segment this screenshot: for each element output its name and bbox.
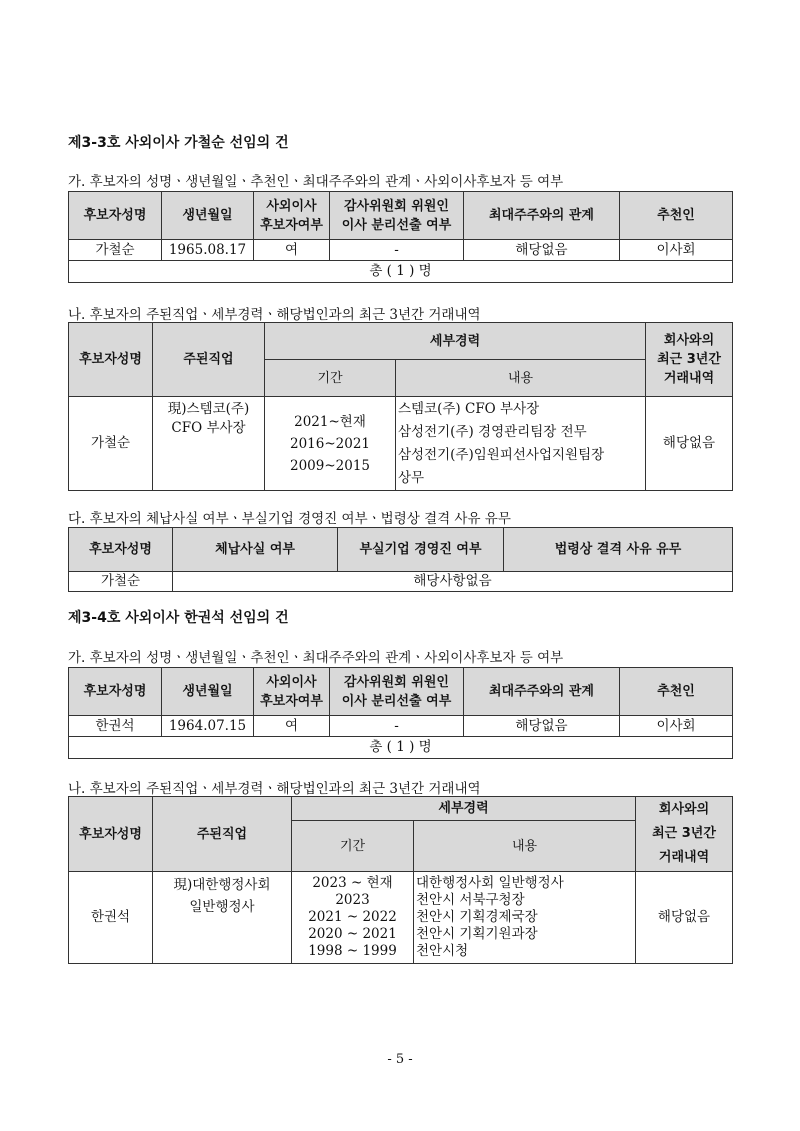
header-trade: 회사와의 최근 3년간 거래내역 <box>636 797 733 872</box>
section1-c-subtitle: 다. 후보자의 체납사실 여부ㆍ부실기업 경영진 여부ㆍ법령상 결격 사유 유무 <box>68 511 511 527</box>
header-trade: 회사와의 최근 3년간 거래내역 <box>646 323 733 397</box>
cell-birth: 1964.07.15 <box>162 716 254 737</box>
header-name: 후보자성명 <box>69 668 162 716</box>
header-job: 주된직업 <box>153 323 265 397</box>
header-name: 후보자성명 <box>69 323 153 397</box>
section1-candidate-table <box>68 191 733 283</box>
cell-name: 가철순 <box>69 572 173 592</box>
section1-b-subtitle: 나. 후보자의 주된직업ㆍ세부경력ㆍ해당법인과의 최근 3년간 거래내역 <box>68 307 481 323</box>
cell-contents: 대한행정사회 일반행정사 천안시 서북구청장 천안시 기획경제국장 천안시 기획기원과장 천안시청 <box>414 872 636 964</box>
section2-title: 제3-4호 사외이사 한권석 선임의 건 <box>68 610 289 626</box>
header-birth: 생년월일 <box>162 192 254 240</box>
cell-name: 가철순 <box>69 397 153 491</box>
table-row <box>69 872 733 964</box>
header-relation: 최대주주와의 관계 <box>464 192 620 240</box>
section2-career-table <box>68 796 733 964</box>
header-content: 내용 <box>414 821 636 872</box>
cell-trade: 해당없음 <box>646 397 733 491</box>
header-disqualification: 법령상 결격 사유 유무 <box>504 528 733 572</box>
table-row <box>69 572 733 592</box>
header-period: 기간 <box>265 360 396 397</box>
header-tax-delinquency: 체납사실 여부 <box>173 528 338 572</box>
section2-a-subtitle: 가. 후보자의 성명ㆍ생년월일ㆍ추천인ㆍ최대주주와의 관계ㆍ사외이사후보자 등 여부 <box>68 650 564 666</box>
cell-periods: 2023 ~ 현재 2023 2021 ~ 2022 2020 ~ 2021 1998 ~ 1999 <box>292 872 414 964</box>
cell-periods: 2021~현재 2016~2021 2009~2015 <box>265 397 396 491</box>
section2-candidate-table <box>68 667 733 759</box>
cell-trade: 해당없음 <box>636 872 733 964</box>
header-job: 주된직업 <box>153 797 292 872</box>
header-audit-committee: 감사위원회 위원인 이사 분리선출 여부 <box>330 668 464 716</box>
header-birth: 생년월일 <box>162 668 254 716</box>
cell-recommender: 이사회 <box>620 240 733 261</box>
header-name: 후보자성명 <box>69 192 162 240</box>
header-relation: 최대주주와의 관계 <box>464 668 620 716</box>
cell-name: 가철순 <box>69 240 162 261</box>
header-name: 후보자성명 <box>69 528 173 572</box>
cell-birth: 1965.08.17 <box>162 240 254 261</box>
section1-eligibility-table <box>68 527 733 592</box>
total-count: 총 ( 1 ) 명 <box>69 737 733 759</box>
header-outside-director: 사외이사 후보자여부 <box>254 668 330 716</box>
section1-career-table <box>68 322 733 491</box>
header-period: 기간 <box>292 821 414 872</box>
cell-audit-committee: - <box>330 716 464 737</box>
table-row <box>69 240 733 261</box>
header-outside-director: 사외이사 후보자여부 <box>254 192 330 240</box>
cell-audit-committee: - <box>330 240 464 261</box>
cell-job: 現)스템코(주) CFO 부사장 <box>153 397 265 491</box>
header-recommender: 추천인 <box>620 668 733 716</box>
page-number: - 5 - <box>387 1052 413 1067</box>
header-career: 세부경력 <box>292 797 636 821</box>
table-row <box>69 716 733 737</box>
header-content: 내용 <box>396 360 646 397</box>
header-insolvent-executive: 부실기업 경영진 여부 <box>338 528 504 572</box>
cell-contents: 스템코(주) CFO 부사장 삼성전기(주) 경영관리팀장 전무 삼성전기(주)임원피선사업지원팀장 상무 <box>396 397 646 491</box>
section1-title: 제3-3호 사외이사 가철순 선임의 건 <box>68 135 289 151</box>
header-audit-committee: 감사위원회 위원인 이사 분리선출 여부 <box>330 192 464 240</box>
cell-outside-director: 여 <box>254 716 330 737</box>
section2-b-subtitle: 나. 후보자의 주된직업ㆍ세부경력ㆍ해당법인과의 최근 3년간 거래내역 <box>68 781 481 797</box>
cell-relation: 해당없음 <box>464 240 620 261</box>
header-career: 세부경력 <box>265 323 646 360</box>
cell-name: 한권석 <box>69 872 153 964</box>
cell-name: 한권석 <box>69 716 162 737</box>
header-name: 후보자성명 <box>69 797 153 872</box>
cell-outside-director: 여 <box>254 240 330 261</box>
total-count: 총 ( 1 ) 명 <box>69 261 733 283</box>
section1-a-subtitle: 가. 후보자의 성명ㆍ생년월일ㆍ추천인ㆍ최대주주와의 관계ㆍ사외이사후보자 등 여부 <box>68 174 564 190</box>
cell-relation: 해당없음 <box>464 716 620 737</box>
header-recommender: 추천인 <box>620 192 733 240</box>
table-row <box>69 397 733 491</box>
cell-value: 해당사항없음 <box>173 572 733 592</box>
cell-job: 現)대한행정사회 일반행정사 <box>153 872 292 964</box>
cell-recommender: 이사회 <box>620 716 733 737</box>
